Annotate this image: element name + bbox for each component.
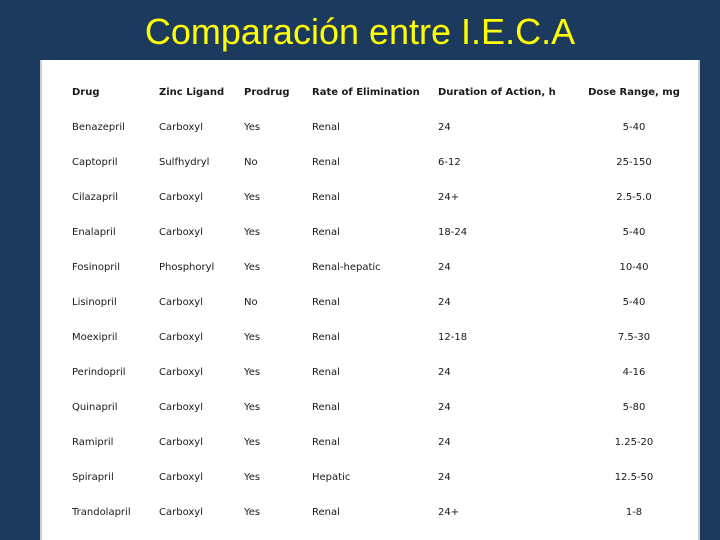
column-header-rate-of-elimination: Rate of Elimination (312, 86, 420, 98)
table-row (42, 495, 696, 530)
table-header-row (42, 74, 696, 110)
cell-zinc-ligand: Carboxyl (159, 297, 203, 308)
table-row (42, 355, 696, 390)
cell-rate-of-elimination: Renal (312, 332, 340, 343)
cell-drug: Captopril (72, 157, 118, 168)
cell-dose-range: 12.5-50 (614, 472, 654, 483)
table-row (42, 460, 696, 495)
cell-drug: Moexipril (72, 332, 118, 343)
cell-zinc-ligand: Carboxyl (159, 507, 203, 518)
table-row (42, 320, 696, 355)
cell-zinc-ligand: Carboxyl (159, 332, 203, 343)
cell-rate-of-elimination: Renal (312, 227, 340, 238)
cell-prodrug: No (244, 157, 258, 168)
cell-prodrug: No (244, 297, 258, 308)
cell-drug: Trandolapril (72, 507, 131, 518)
cell-prodrug: Yes (244, 192, 261, 203)
cell-prodrug: Yes (244, 262, 261, 273)
cell-duration-of-action: 24 (438, 402, 451, 413)
table-row (42, 180, 696, 215)
table-row (42, 425, 696, 460)
cell-zinc-ligand: Carboxyl (159, 472, 203, 483)
cell-zinc-ligand: Sulfhydryl (159, 157, 210, 168)
cell-rate-of-elimination: Renal-hepatic (312, 262, 381, 273)
table-panel (40, 60, 700, 540)
cell-duration-of-action: 24+ (438, 507, 460, 518)
cell-rate-of-elimination: Renal (312, 402, 340, 413)
cell-zinc-ligand: Carboxyl (159, 402, 203, 413)
cell-zinc-ligand: Carboxyl (159, 437, 203, 448)
cell-prodrug: Yes (244, 402, 261, 413)
cell-zinc-ligand: Carboxyl (159, 122, 203, 133)
cell-drug: Lisinopril (72, 297, 117, 308)
cell-dose-range: 5-80 (622, 402, 646, 413)
table-row (42, 145, 696, 180)
cell-duration-of-action: 24 (438, 297, 451, 308)
cell-dose-range: 5-40 (622, 297, 646, 308)
cell-prodrug: Yes (244, 437, 261, 448)
cell-dose-range: 5-40 (622, 122, 646, 133)
cell-dose-range: 10-40 (619, 262, 649, 273)
cell-prodrug: Yes (244, 507, 261, 518)
table-row (42, 250, 696, 285)
cell-dose-range: 5-40 (622, 227, 646, 238)
cell-rate-of-elimination: Renal (312, 367, 340, 378)
column-header-drug: Drug (72, 86, 100, 98)
cell-drug: Fosinopril (72, 262, 120, 273)
table-row (42, 215, 696, 250)
cell-dose-range: 25-150 (616, 157, 652, 168)
cell-drug: Enalapril (72, 227, 116, 238)
cell-drug: Benazepril (72, 122, 125, 133)
cell-duration-of-action: 12-18 (438, 332, 468, 343)
cell-rate-of-elimination: Renal (312, 157, 340, 168)
cell-drug: Quinapril (72, 402, 118, 413)
table-row (42, 110, 696, 145)
cell-rate-of-elimination: Renal (312, 122, 340, 133)
cell-prodrug: Yes (244, 472, 261, 483)
cell-drug: Cilazapril (72, 192, 119, 203)
cell-duration-of-action: 24 (438, 472, 451, 483)
cell-dose-range: 2.5-5.0 (616, 192, 652, 203)
cell-dose-range: 1-8 (625, 507, 643, 518)
cell-duration-of-action: 24+ (438, 192, 460, 203)
table-row (42, 285, 696, 320)
cell-rate-of-elimination: Renal (312, 437, 340, 448)
cell-prodrug: Yes (244, 332, 261, 343)
cell-duration-of-action: 24 (438, 122, 451, 133)
cell-rate-of-elimination: Renal (312, 192, 340, 203)
table-row (42, 390, 696, 425)
cell-prodrug: Yes (244, 367, 261, 378)
cell-rate-of-elimination: Hepatic (312, 472, 351, 483)
cell-prodrug: Yes (244, 227, 261, 238)
cell-rate-of-elimination: Renal (312, 297, 340, 308)
column-header-dose-range: Dose Range, mg (588, 86, 680, 98)
cell-duration-of-action: 18-24 (438, 227, 468, 238)
cell-duration-of-action: 24 (438, 367, 451, 378)
column-header-duration-of-action: Duration of Action, h (438, 86, 556, 98)
cell-rate-of-elimination: Renal (312, 507, 340, 518)
cell-dose-range: 1.25-20 (614, 437, 654, 448)
cell-drug: Ramipril (72, 437, 114, 448)
cell-drug: Spirapril (72, 472, 114, 483)
cell-prodrug: Yes (244, 122, 261, 133)
cell-duration-of-action: 24 (438, 437, 451, 448)
cell-zinc-ligand: Carboxyl (159, 192, 203, 203)
ace-inhibitor-comparison-table (42, 74, 696, 530)
cell-drug: Perindopril (72, 367, 126, 378)
cell-dose-range: 4-16 (622, 367, 646, 378)
slide-title: Comparación entre I.E.C.A (144, 11, 576, 52)
cell-dose-range: 7.5-30 (617, 332, 651, 343)
cell-duration-of-action: 24 (438, 262, 451, 273)
cell-zinc-ligand: Carboxyl (159, 367, 203, 378)
cell-duration-of-action: 6-12 (438, 157, 461, 168)
column-header-prodrug: Prodrug (244, 86, 290, 98)
cell-zinc-ligand: Phosphoryl (159, 262, 215, 273)
cell-zinc-ligand: Carboxyl (159, 227, 203, 238)
column-header-zinc-ligand: Zinc Ligand (159, 86, 225, 98)
